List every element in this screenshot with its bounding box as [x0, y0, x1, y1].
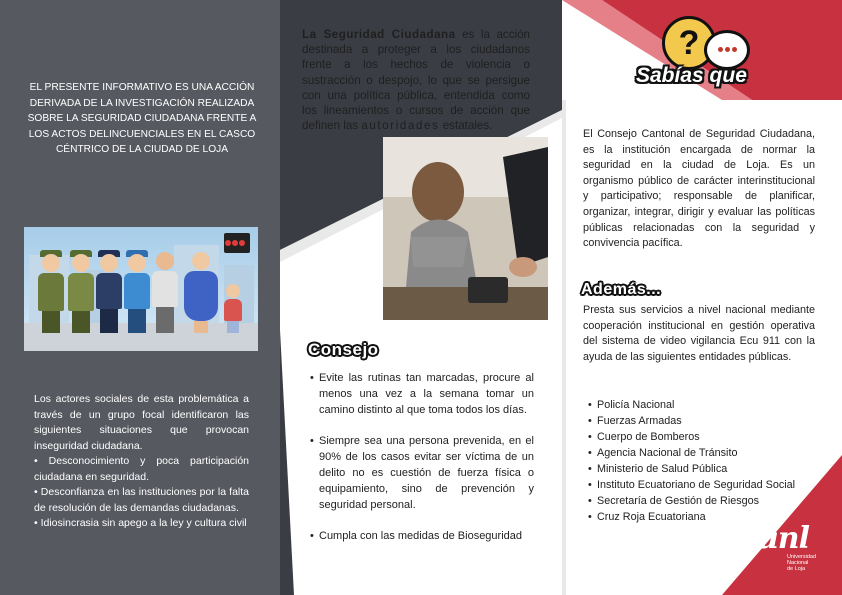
actors-section [34, 392, 249, 532]
ademas-heading: Además... [581, 281, 662, 298]
ademas-text: Presta sus servicios a nivel nacional mediante cooperación institucional en gestión operativa del sistema de video vigilancia Ecu 911 con la ayuda de las siguientes entidades públicas. [583, 304, 815, 363]
sabias-que-heading: Sabías que [636, 64, 747, 87]
intro-text: EL PRESENTE INFORMATIVO ES UNA ACCIÓN DERIVADA DE LA INVESTIGACIÓN REALIZADA SOBRE LA SEGURIDAD CIUDADANA FRENTE A LOS ACTOS DELINCUENCIALES EN EL CASCO CÉNTRICO DE LA CIUDAD DE LOJA [27, 82, 257, 155]
consejo-heading: Consejo [308, 340, 379, 359]
entity-item: • Ministerio de Salud Pública [588, 461, 828, 477]
tip-item: • Cumpla con las medidas de Bioseguridad [310, 529, 534, 545]
right-edge-shadow [562, 100, 572, 595]
security-people-illustration [24, 227, 258, 351]
securitas-badge [224, 233, 250, 253]
entity-item: • Cuerpo de Bomberos [588, 429, 828, 445]
actors-item: • Desconfianza en las instituciones por la falta de resolución de las demandas ciudadanas. [34, 486, 249, 514]
actors-intro: Los actores sociales de esta problemática a través de un grupo focal identificaron las siguientes situaciones que provocan inseguridad ciudadana. [34, 393, 249, 452]
entity-item: • Cruz Roja Ecuatoriana [588, 509, 828, 525]
middle-panel [280, 0, 562, 595]
robbery-photo [383, 137, 548, 320]
unl-logo: unl Universidad Nacional de Loja [757, 521, 817, 572]
tip-item: • Siempre sea una persona prevenida, en el 90% de los casos evitar ser víctima de un delito no es cuestión de fuerza física o equipamiento, sino de prevención y seguridad personal. [310, 434, 534, 513]
actors-item: • Idiosincrasia sin apego a la ley y cultura civil [34, 517, 247, 529]
definition-text: La Seguridad Ciudadana es la acción destinada a proteger a los ciudadanos frente a los hechos de violencia o sustracción o despojo, lo que se persigue con una política pública, entendida como los lineamientos o cursos de acción que definen las autoridades estatales. [302, 28, 530, 133]
entity-item: • Fuerzas Armadas [588, 413, 828, 429]
definition-term: La Seguridad Ciudadana [302, 28, 456, 41]
tip-item: • Evite las rutinas tan marcadas, procure al menos una vez a la semana tomar un camino distinto al que toma todos los días. [310, 371, 534, 418]
consejo-cantonal-text: El Consejo Cantonal de Seguridad Ciudadana, es la institución encargada de normar la seguridad en la ciudad de Loja. Es un organismo público de carácter interinstitucional y participativo; responsable de planificar, organizar, integrar, dirigir y evaluar las políticas públicas relacionadas con la seguridad y convivencia pacífica. [583, 128, 815, 250]
question-bubble-icon: ? [662, 16, 716, 70]
tips-list [310, 371, 534, 561]
entity-item: • Secretaría de Gestión de Riesgos [588, 493, 828, 509]
entity-item: • Instituto Ecuatoriano de Seguridad Social [588, 477, 828, 493]
entity-item: • Policía Nacional [588, 397, 828, 413]
entity-item: • Agencia Nacional de Tránsito [588, 445, 828, 461]
actors-item: • Desconocimiento y poca participación ciudadana en seguridad. [34, 455, 249, 483]
left-panel [0, 0, 280, 595]
